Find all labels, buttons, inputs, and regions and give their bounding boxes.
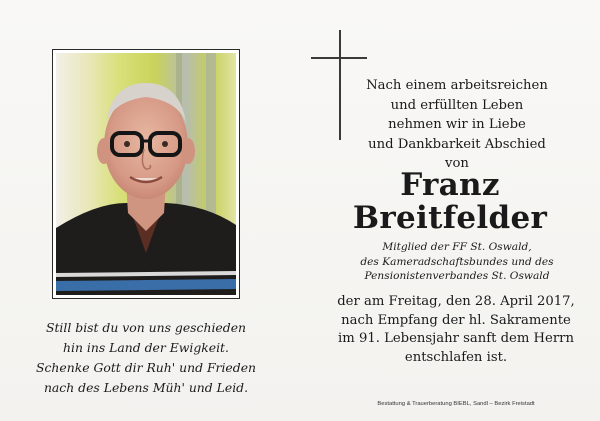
last-name: Breitfelder (352, 200, 548, 236)
membership-line: Pensionistenverbandes St. Oswald (364, 270, 550, 282)
portrait-frame (52, 49, 240, 299)
intro-line: und Dankbarkeit Abschied (368, 136, 546, 152)
verse-line: Schenke Gott dir Ruh' und Frieden (35, 360, 257, 375)
verse-line: nach des Lebens Müh' und Leid. (43, 380, 249, 395)
verse-line: hin ins Land der Ewigkeit. (63, 340, 229, 355)
details-line: der am Freitag, den 28. April 2017, (337, 294, 575, 309)
membership-line: Mitglied der FF St. Oswald, (382, 241, 532, 253)
death-details (322, 293, 590, 367)
details-line: im 91. Lebensjahr sanft dem Herrn (338, 331, 574, 346)
membership-text (332, 240, 582, 284)
memorial-verse (20, 318, 272, 398)
membership-line: des Kameradschaftsbundes und des (360, 255, 554, 268)
details-line: entschlafen ist. (404, 349, 508, 365)
first-name: Franz (400, 167, 500, 203)
funeral-home-credit: Bestattung & Trauerberatung BIEBL, Sandl – Bezirk Freistadt (377, 401, 535, 407)
cross-icon-horizontal (311, 57, 367, 59)
details-line: nach Empfang der hl. Sakramente (341, 312, 571, 328)
verse-line: Still bist du von uns geschieden (45, 320, 247, 335)
intro-line: von (445, 156, 469, 171)
intro-line: nehmen wir in Liebe (388, 117, 526, 132)
portrait-photo (56, 53, 236, 295)
intro-text (332, 76, 582, 174)
intro-line: Nach einem arbeitsreichen (366, 78, 548, 93)
intro-line: und erfüllten Leben (390, 97, 524, 113)
